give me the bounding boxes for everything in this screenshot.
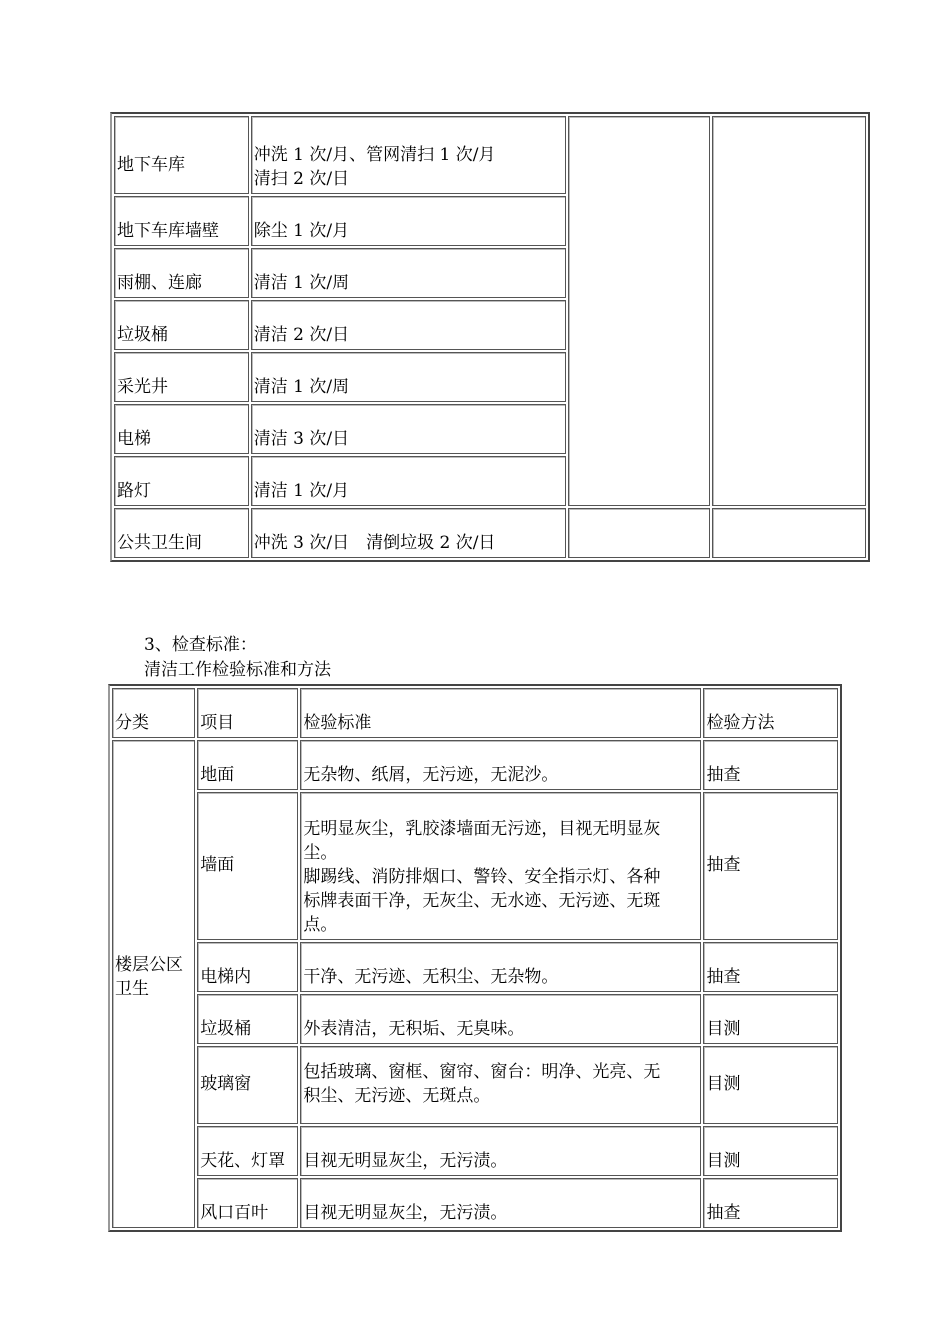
table-row — [114, 508, 866, 558]
section-heading: 3、检查标准： — [144, 635, 257, 655]
table-row — [114, 116, 866, 194]
standard-line: 尘。 — [303, 843, 338, 863]
item-cell: 地面 — [197, 740, 298, 790]
area-cell — [114, 116, 249, 194]
table-row — [112, 1178, 838, 1228]
area-text: 地下车库 — [117, 155, 185, 175]
item-cell: 玻璃窗 — [197, 1046, 298, 1124]
method-cell: 目测 — [703, 1046, 838, 1124]
frequency-cell — [251, 116, 566, 194]
standard-line: 点。 — [303, 915, 338, 935]
frequency-line: 清扫 2 次/日 — [253, 169, 350, 189]
frequency-cell: 清洁 1 次/周 — [251, 248, 566, 298]
method-cell: 目测 — [703, 994, 838, 1044]
method-cell: 抽查 — [703, 942, 838, 992]
cleaning-frequency-table — [110, 112, 870, 562]
standard-cell: 外表清洁，无积垢、无臭味。 — [300, 994, 701, 1044]
table-row — [112, 1126, 838, 1176]
method-cell: 抽查 — [703, 740, 838, 790]
table-row — [112, 792, 838, 940]
area-cell: 采光井 — [114, 352, 249, 402]
method-cell: 抽查 — [703, 1178, 838, 1228]
standard-line: 脚踢线、消防排烟口、警铃、安全指示灯、各种 — [303, 867, 661, 887]
item-cell: 垃圾桶 — [197, 994, 298, 1044]
item-cell: 电梯内 — [197, 942, 298, 992]
table-row — [112, 740, 838, 790]
table-row — [112, 942, 838, 992]
empty-cell — [712, 508, 866, 558]
frequency-line: 冲洗 1 次/月、管网清扫 1 次/月 — [253, 145, 496, 165]
standard-cell: 目视无明显灰尘，无污渍。 — [300, 1178, 701, 1228]
standard-line: 包括玻璃、窗框、窗帘、窗台：明净、光亮、无 — [303, 1062, 661, 1082]
item-cell: 天花、灯罩 — [197, 1126, 298, 1176]
standard-line: 积尘、无污迹、无斑点。 — [303, 1086, 491, 1106]
empty-cell — [568, 116, 710, 506]
empty-cell — [712, 116, 866, 506]
method-cell: 目测 — [703, 1126, 838, 1176]
standard-cell: 目视无明显灰尘，无污渍。 — [300, 1126, 701, 1176]
standard-cell: 干净、无污迹、无积尘、无杂物。 — [300, 942, 701, 992]
header-cell-standard: 检验标准 — [300, 688, 701, 738]
standard-cell — [300, 1046, 701, 1124]
frequency-cell: 冲洗 3 次/日 清倒垃圾 2 次/日 — [251, 508, 566, 558]
table-row — [112, 994, 838, 1044]
frequency-cell: 清洁 1 次/月 — [251, 456, 566, 506]
inspection-standards-table — [108, 684, 842, 1232]
area-cell: 电梯 — [114, 404, 249, 454]
standard-line: 无明显灰尘，乳胶漆墙面无污迹，目视无明显灰 — [303, 819, 661, 839]
table-row — [112, 1046, 838, 1124]
area-cell: 雨棚、连廊 — [114, 248, 249, 298]
header-cell-item: 项目 — [197, 688, 298, 738]
frequency-cell: 清洁 3 次/日 — [251, 404, 566, 454]
header-cell-category: 分类 — [112, 688, 195, 738]
area-cell: 垃圾桶 — [114, 300, 249, 350]
category-cell: 楼层公区卫生 — [112, 740, 195, 1228]
standard-cell: 无杂物、纸屑，无污迹，无泥沙。 — [300, 740, 701, 790]
standard-cell — [300, 792, 701, 940]
header-cell-method: 检验方法 — [703, 688, 838, 738]
frequency-cell: 清洁 2 次/日 — [251, 300, 566, 350]
item-cell: 墙面 — [197, 792, 298, 940]
section-subheading: 清洁工作检验标准和方法 — [144, 660, 331, 680]
frequency-cell: 除尘 1 次/月 — [251, 196, 566, 246]
standard-line: 标牌表面干净，无灰尘、无水迹、无污迹、无斑 — [303, 891, 661, 911]
area-cell: 路灯 — [114, 456, 249, 506]
empty-cell — [568, 508, 710, 558]
area-cell: 地下车库墙壁 — [114, 196, 249, 246]
area-cell: 公共卫生间 — [114, 508, 249, 558]
item-cell: 风口百叶 — [197, 1178, 298, 1228]
method-cell: 抽查 — [703, 792, 838, 940]
frequency-cell: 清洁 1 次/周 — [251, 352, 566, 402]
table-header-row — [112, 688, 838, 738]
